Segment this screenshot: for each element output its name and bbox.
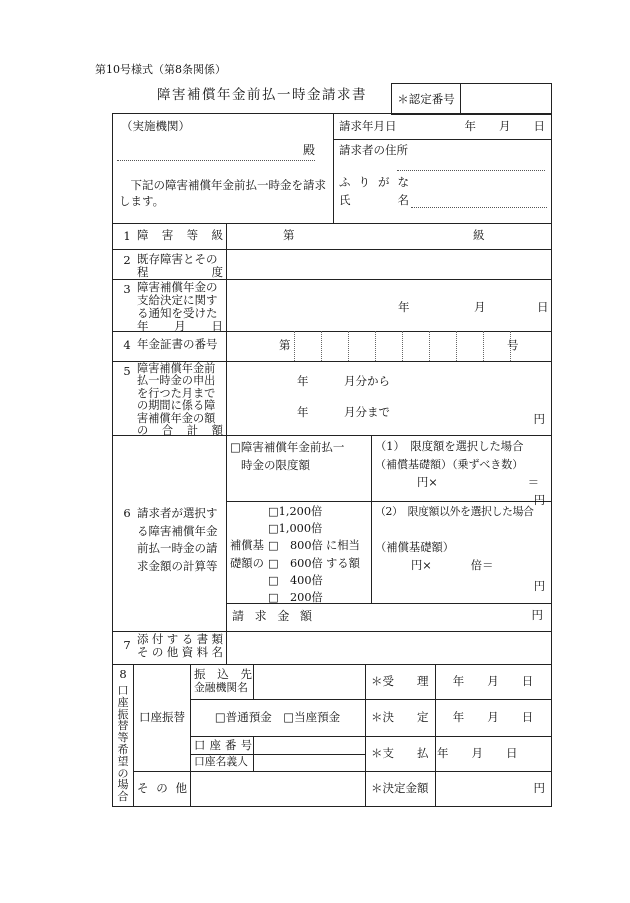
- certificate-number-label: 年金証書の番号: [137, 337, 218, 351]
- dono-suffix: 殿: [302, 143, 315, 157]
- divider: [133, 664, 134, 806]
- claimant-name-row: [339, 190, 547, 208]
- request-sentence: 下記の障害補償年金前払一時金を請求します。: [119, 178, 326, 208]
- case1-yen: 円: [533, 494, 545, 507]
- label-line: る障害補償年金: [137, 523, 218, 538]
- label-line: 添付する書類: [137, 632, 223, 646]
- multiplier-option[interactable]: [230, 520, 370, 537]
- digit-cell[interactable]: [429, 331, 456, 361]
- grade-suffix: 級: [473, 228, 485, 242]
- label-line: 程度: [137, 265, 223, 279]
- divider: [113, 664, 551, 665]
- multiplier-option[interactable]: [230, 503, 370, 520]
- label-line: る通知を受けた: [137, 306, 218, 320]
- claimant-name-line[interactable]: [411, 191, 547, 208]
- request-date-field[interactable]: 年 月 日: [464, 119, 545, 133]
- claim-amount-label: 請求金額: [232, 609, 312, 623]
- agency-name-line[interactable]: [117, 140, 315, 161]
- receipt-label: ＊受 理: [371, 674, 429, 688]
- divider: [333, 139, 551, 140]
- bank-name-field[interactable]: [255, 666, 363, 696]
- label-line: 振込先: [194, 667, 252, 681]
- existing-disability-field[interactable]: [228, 251, 548, 277]
- account-holder-label: 口座名義人: [194, 755, 248, 768]
- account-holder-field[interactable]: [255, 755, 363, 770]
- account-number-field[interactable]: [255, 737, 363, 752]
- yen-times: 円×: [411, 559, 432, 572]
- form-title: 障害補償年金前払一時金請求書: [157, 87, 367, 103]
- row-number: 4: [123, 338, 131, 352]
- claim-amount-yen: 円: [531, 608, 543, 622]
- receipt-date-field[interactable]: 年 月 日: [452, 674, 534, 688]
- certificate-suffix: 号: [507, 338, 519, 352]
- disability-grade-field[interactable]: [298, 224, 468, 246]
- multiplier-option[interactable]: [230, 572, 370, 589]
- certificate-number-cells: [294, 331, 511, 361]
- certification-number-label: ＊認定番号: [392, 84, 461, 114]
- notification-date-label: [137, 281, 223, 333]
- checkbox-1200: □1,200倍: [268, 505, 323, 518]
- other-field[interactable]: [192, 774, 362, 802]
- divider: [190, 699, 551, 700]
- checkbox-1000: □1,000倍: [268, 522, 323, 536]
- calculation-label: [137, 505, 223, 575]
- certificate-prefix: 第: [279, 338, 291, 352]
- divider: [190, 664, 191, 806]
- account-number-label: 口座番号: [194, 739, 252, 752]
- attached-documents-field[interactable]: [228, 633, 548, 661]
- form-number-heading: 第10号様式（第8条関係）: [95, 63, 226, 76]
- account-transfer-section-label: 口座振替等希望の場合: [117, 684, 129, 804]
- claim-form-table: [112, 113, 552, 807]
- divider: [435, 664, 436, 806]
- certification-number-box: [391, 83, 552, 115]
- label-line: 求金額の計算等: [137, 558, 218, 573]
- request-date-row: [339, 120, 547, 134]
- decision-label: ＊決 定: [371, 710, 429, 724]
- case2-yen: 円: [533, 579, 545, 593]
- total-amount-yen: 円: [533, 412, 545, 426]
- divider: [133, 771, 551, 772]
- case1-subtitle: （補償基礎額）（乗ずべき数）: [375, 458, 524, 471]
- suffix-text: する額: [326, 556, 360, 570]
- label-line: 金融機関名: [194, 680, 248, 694]
- label-line: 害補償年金の額: [137, 411, 216, 425]
- label-line: 払一時金の申出: [137, 374, 216, 388]
- checkbox-800: □ 800倍: [268, 539, 323, 553]
- year-unit: 年: [398, 300, 410, 314]
- total-amount-label: [137, 363, 223, 437]
- label-line: の期間に係る障: [137, 399, 216, 413]
- limit-line: 時金の限度額: [241, 458, 310, 472]
- furigana-label: ふりがな: [339, 175, 409, 189]
- existing-disability-label: [137, 253, 223, 279]
- agency-label: （実施機関）: [121, 119, 190, 133]
- label-line: 年月日: [137, 319, 223, 333]
- label-line: その他資料名: [137, 645, 223, 659]
- divider: [253, 736, 254, 771]
- divider: [253, 664, 254, 699]
- label-line: 障害補償年金の: [137, 280, 218, 294]
- divider: [365, 664, 366, 806]
- case2-subtitle: （補償基礎額）: [375, 540, 455, 554]
- payment-label: ＊支 払: [371, 746, 429, 760]
- row-number: 8: [119, 667, 127, 681]
- multiplier-options: [230, 503, 370, 606]
- bank-name-label: [194, 668, 252, 695]
- divider: [190, 736, 551, 737]
- claimant-address-line[interactable]: [397, 156, 545, 171]
- decided-amount-yen: 円: [533, 781, 545, 795]
- label-line: の合計額: [137, 424, 223, 438]
- digit-cell[interactable]: [348, 331, 375, 361]
- case1-block: [375, 438, 549, 510]
- multiplier-option[interactable]: [230, 555, 370, 572]
- grade-prefix: 第: [283, 228, 295, 242]
- period-to-year[interactable]: 年: [297, 405, 309, 419]
- period-to-text: 月分まで: [344, 405, 390, 419]
- case2-title: （2） 限度額以外を選択した場合: [375, 505, 534, 518]
- disability-grade-label: 障害等級: [137, 228, 223, 242]
- request-date-label: 請求年月日: [339, 119, 397, 133]
- row-number: 6: [123, 506, 131, 520]
- notification-date-field[interactable]: [233, 296, 393, 316]
- deposit-type-options[interactable]: □普通預金 □当座預金: [214, 710, 341, 724]
- row-number: 5: [123, 364, 131, 378]
- row-number: 3: [123, 282, 131, 296]
- period-from-text: 月分から: [344, 374, 390, 388]
- claimant-address-label: 請求者の住所: [339, 143, 408, 157]
- label-line: 既存障害とその: [137, 252, 218, 266]
- limit-amount-checkbox[interactable]: [230, 438, 370, 474]
- decided-amount-label: ＊決定金額: [371, 781, 429, 795]
- equals-sign: ＝: [527, 476, 539, 489]
- checkbox-200: □ 200倍: [268, 590, 323, 604]
- divider: [371, 435, 372, 603]
- row-number: 1: [123, 229, 131, 243]
- row-number: 2: [123, 253, 131, 267]
- multiplier-option[interactable]: [230, 537, 370, 554]
- suffix-text: に相当: [326, 539, 360, 553]
- digit-cell[interactable]: [321, 331, 348, 361]
- label-line: 障害補償年金前: [137, 362, 216, 375]
- name-label: 氏名: [339, 193, 409, 208]
- case2-block: [375, 503, 549, 596]
- label-line: を行つた月まで: [137, 386, 216, 400]
- payment-date-field[interactable]: 年 月 日: [437, 746, 518, 760]
- account-transfer-label: 口座振替: [139, 710, 185, 724]
- claim-amount-field[interactable]: [323, 607, 513, 627]
- divider: [113, 249, 551, 250]
- digit-cell[interactable]: [294, 331, 321, 361]
- digit-cell[interactable]: [456, 331, 483, 361]
- month-unit: 月: [474, 300, 486, 314]
- other-label: その他: [137, 781, 187, 795]
- day-unit: 日: [537, 300, 549, 314]
- divider: [226, 223, 227, 664]
- attached-documents-label: [137, 633, 223, 659]
- label-line: 請求者が選択す: [137, 506, 218, 520]
- case1-formula[interactable]: [375, 474, 549, 492]
- label-line: 支給決定に関す: [137, 293, 218, 307]
- limit-line: □障害補償年金前払一: [230, 440, 345, 454]
- row-number: 7: [123, 638, 131, 652]
- label-line: 前払一時金の請: [137, 541, 218, 556]
- case2-formula[interactable]: [375, 557, 549, 576]
- decision-date-field[interactable]: 年 月 日: [452, 710, 534, 724]
- yen-times: 円×: [417, 476, 438, 489]
- checkbox-400: □ 400倍: [268, 573, 323, 587]
- checkbox-600: □ 600倍: [268, 556, 323, 570]
- prefix-text: 補償基: [230, 539, 264, 553]
- prefix-text: 礎額の: [230, 556, 264, 570]
- period-from-year[interactable]: 年: [297, 374, 309, 388]
- case1-title: （1） 限度額を選択した場合: [375, 440, 524, 453]
- digit-cell[interactable]: [375, 331, 402, 361]
- multiplier-option[interactable]: [230, 589, 370, 606]
- times-equals: 倍＝: [470, 559, 494, 572]
- certification-number-field[interactable]: [461, 84, 551, 114]
- digit-cell[interactable]: [402, 331, 429, 361]
